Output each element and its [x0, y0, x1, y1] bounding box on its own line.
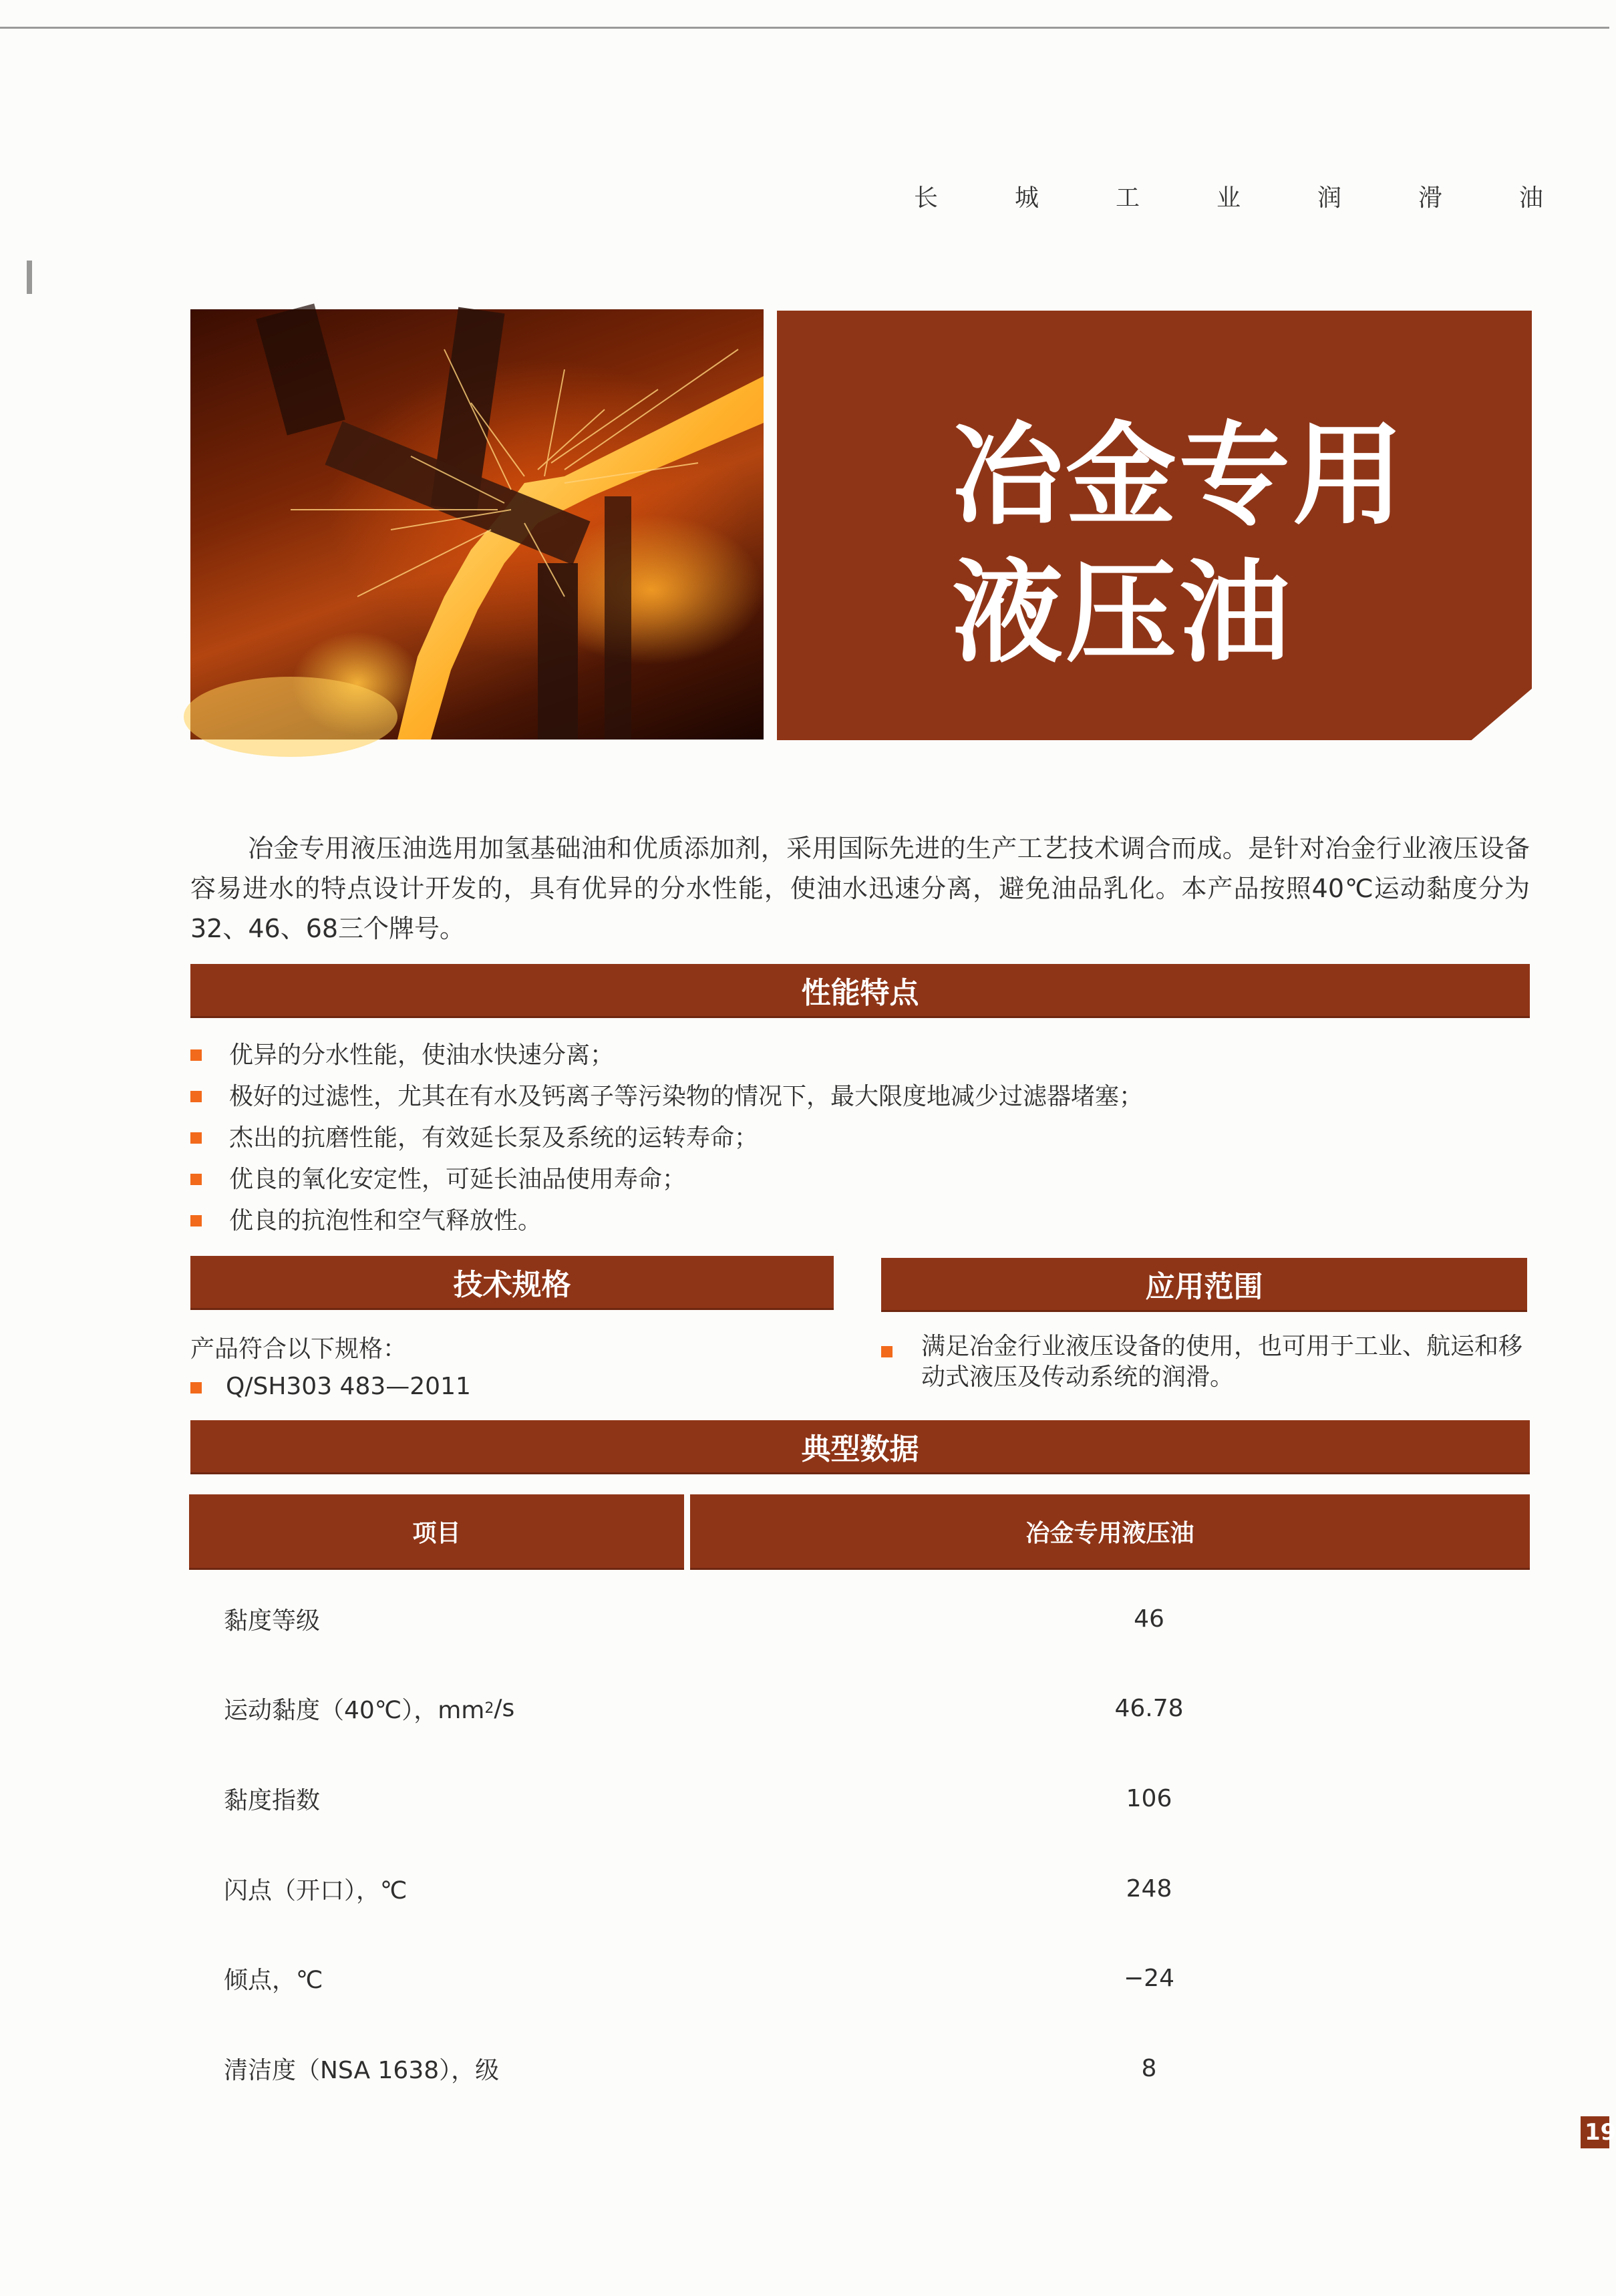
- row-label: 黏度指数: [224, 1786, 321, 1814]
- table-row: [190, 2023, 1530, 2113]
- feature-text: 优良的抗泡性和空气释放性。: [229, 1207, 542, 1235]
- photo-illustration: [190, 309, 764, 740]
- table-row: [190, 1844, 1530, 1933]
- feature-text: 优良的氧化安定性，可延长油品使用寿命；: [229, 1166, 687, 1193]
- row-label: 闪点（开口），℃: [224, 1876, 408, 1905]
- spec-standard: Q/SH303 483—2011: [226, 1373, 471, 1400]
- header-char: 工: [1115, 184, 1140, 212]
- features-heading: 性能特点: [801, 976, 919, 1010]
- typical-data-heading-bar: [190, 1420, 1530, 1472]
- label-superscript: 2: [484, 1699, 494, 1717]
- table-header-product: [690, 1494, 1530, 1568]
- list-item: [190, 1159, 1530, 1200]
- title-line-2: 液压油: [952, 549, 1293, 678]
- label-text: 运动黏度（40℃），mm: [224, 1696, 485, 1724]
- binding-mark: [27, 261, 32, 294]
- header-char: 长: [914, 184, 939, 212]
- bullet-square-icon: [190, 1215, 202, 1226]
- page-number: 19: [1581, 2116, 1609, 2148]
- row-value: 248: [1126, 1874, 1172, 1903]
- top-rule: [0, 27, 1609, 29]
- molten-metal-photo: [190, 309, 764, 740]
- features-list: [190, 1035, 1530, 1242]
- column-header: 冶金专用液压油: [1025, 1519, 1194, 1547]
- features-heading-bar: [190, 964, 1530, 1016]
- header-char: 滑: [1418, 184, 1442, 212]
- spec-heading-bar: [190, 1256, 834, 1308]
- row-label: 黏度等级: [224, 1607, 321, 1635]
- row-label: [224, 1663, 514, 1753]
- table-row: [190, 1663, 1530, 1753]
- bullet-square-icon: [881, 1346, 893, 1357]
- bullet-square-icon: [190, 1049, 202, 1061]
- table-row: [190, 1933, 1530, 2023]
- row-value: 106: [1126, 1784, 1172, 1812]
- column-header: 项目: [412, 1519, 461, 1547]
- label-unit: /s: [494, 1694, 515, 1722]
- header-char: 润: [1317, 184, 1341, 212]
- row-value: 46.78: [1114, 1694, 1184, 1722]
- table-header-item: [189, 1494, 684, 1568]
- spec-heading: 技术规格: [453, 1268, 571, 1302]
- product-title: [952, 407, 1486, 683]
- row-value: 46: [1134, 1605, 1164, 1633]
- list-item: [190, 1118, 1530, 1159]
- row-value: 8: [1141, 2054, 1157, 2082]
- feature-text: 优异的分水性能，使油水快速分离；: [229, 1041, 615, 1069]
- typical-data-heading: 典型数据: [801, 1432, 919, 1466]
- bullet-square-icon: [190, 1091, 202, 1102]
- header-char: 油: [1518, 184, 1543, 212]
- product-introduction: 冶金专用液压油选用加氢基础油和优质添加剂，采用国际先进的生产工艺技术调合而成。是针对冶金行业液压设备容易进水的特点设计开发的，具有优异的分水性能，使油水迅速分离，避免油品乳化。本产品按照40℃运动黏度分为32、46、68三个牌号。: [190, 834, 1530, 943]
- bullet-square-icon: [190, 1132, 202, 1144]
- bullet-square-icon: [190, 1382, 202, 1393]
- table-row: [190, 1754, 1530, 1843]
- list-item: [190, 1076, 1530, 1118]
- row-label: 倾点，℃: [224, 1966, 323, 1994]
- list-item: [190, 1035, 1530, 1076]
- header-char: 业: [1216, 184, 1241, 212]
- application-item: [881, 1331, 1536, 1393]
- application-text: 满足冶金行业液压设备的使用，也可用于工业、航运和移动式液压及传动系统的润滑。: [921, 1333, 1523, 1391]
- header-char: 城: [1014, 184, 1039, 212]
- application-heading: 应用范围: [1145, 1270, 1263, 1304]
- spec-intro: 产品符合以下规格：: [190, 1335, 408, 1363]
- spec-item: [190, 1369, 832, 1405]
- feature-text: 极好的过滤性，尤其在有水及钙离子等污染物的情况下，最大限度地减少过滤器堵塞；: [229, 1083, 1144, 1110]
- row-value: −24: [1124, 1964, 1174, 1992]
- series-header: [914, 179, 1543, 213]
- title-line-1: 冶金专用: [952, 412, 1406, 540]
- list-item: [190, 1200, 1530, 1242]
- feature-text: 杰出的抗磨性能，有效延长泵及系统的运转寿命；: [229, 1124, 759, 1152]
- application-heading-bar: [881, 1258, 1527, 1310]
- row-label: 清洁度（NSA 1638），级: [224, 2056, 500, 2084]
- bullet-square-icon: [190, 1174, 202, 1185]
- table-row: [190, 1574, 1530, 1663]
